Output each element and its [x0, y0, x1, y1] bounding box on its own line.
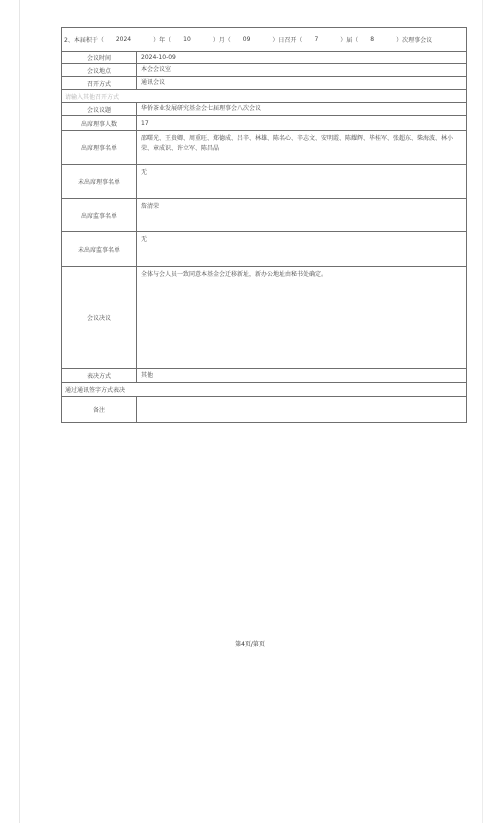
- absent-names-value: 无: [141, 169, 148, 176]
- resolution-value: 全体与会人员一致同意本基金会迁移新址，新办公地址由秘书处确定。: [141, 271, 328, 278]
- attending-count-value: 17: [141, 120, 149, 127]
- attending-names-label: 出席理事名单: [62, 131, 137, 164]
- header-term-suffix: ）届（: [340, 37, 359, 44]
- other-mode-hint: 请输入其他召开方式: [65, 93, 120, 101]
- attending-count-row: [62, 116, 466, 131]
- meeting-place-row: [62, 64, 466, 77]
- remarks-value: [137, 397, 466, 422]
- resolution-row: [62, 267, 466, 369]
- meeting-mode-row: [62, 77, 466, 90]
- vote-note-row: [62, 383, 466, 397]
- meeting-place-value: 本会会议室: [141, 66, 172, 73]
- vote-note: 通过通讯签字方式表决: [65, 387, 126, 394]
- vote-method-row: [62, 369, 466, 383]
- header-month: 10: [183, 36, 191, 43]
- header-line: [62, 28, 466, 51]
- vote-method-label: 表决方式: [62, 369, 137, 382]
- other-mode-row: [62, 90, 466, 103]
- meeting-place-label: 会议地点: [62, 64, 137, 76]
- header-year: 2024: [115, 36, 132, 43]
- page-edge-left: [19, 0, 20, 823]
- topic-value: 华侨茶业发展研究基金会七届理事会八次会议: [141, 105, 262, 112]
- page-edge-right: [482, 0, 483, 823]
- supervisor-attending-value: 詹清荣: [141, 203, 160, 210]
- remarks-label: 备注: [62, 397, 137, 422]
- meeting-time-label: 会议时间: [62, 52, 137, 63]
- remarks-row: [62, 397, 466, 422]
- header-month-suffix: ）月（: [212, 37, 231, 44]
- meeting-time-value: 2024-10-09: [141, 53, 176, 61]
- meeting-mode-value: 通讯会议: [141, 79, 166, 86]
- header-prefix: 2、本届积于（: [64, 37, 104, 44]
- attending-names-row: [62, 131, 466, 165]
- supervisor-absent-value: 无: [141, 236, 148, 243]
- meeting-mode-label: 召开方式: [62, 77, 137, 89]
- absent-names-label: 未出席理事名单: [62, 165, 137, 198]
- supervisor-absent-label: 未出席监事名单: [62, 232, 137, 266]
- attending-names-value: 邵曙光、王贵卿、周重旺、郑德成、吕辛、林雄、陈名心、辛志文、安明霞、陈耀辉、毕桂军、张超东、柴海波、林小荣、章成识、许立军、陈昌晶: [141, 135, 454, 152]
- attending-count-label: 出席理事人数: [62, 116, 137, 130]
- meeting-time-row: [62, 52, 466, 64]
- header-session-suffix: ）次理事会议: [396, 37, 433, 44]
- absent-names-row: [62, 165, 466, 199]
- page-number: 第4页/第页: [235, 641, 265, 648]
- header-session: 8: [370, 36, 375, 43]
- meeting-record-form: [61, 27, 467, 423]
- vote-method-value: 其他: [141, 371, 154, 379]
- supervisor-absent-row: [62, 232, 466, 267]
- header-term: 7: [314, 36, 319, 43]
- header-day-suffix: ）日召开（: [272, 37, 303, 44]
- topic-row: [62, 103, 466, 116]
- header-day: 09: [242, 36, 251, 43]
- topic-label: 会议议题: [62, 103, 137, 115]
- header-year-suffix: ）年（: [153, 37, 172, 44]
- supervisor-attending-label: 出席监事名单: [62, 199, 137, 231]
- supervisor-attending-row: [62, 199, 466, 232]
- resolution-label: 会议决议: [62, 267, 137, 368]
- header-row: [62, 28, 466, 52]
